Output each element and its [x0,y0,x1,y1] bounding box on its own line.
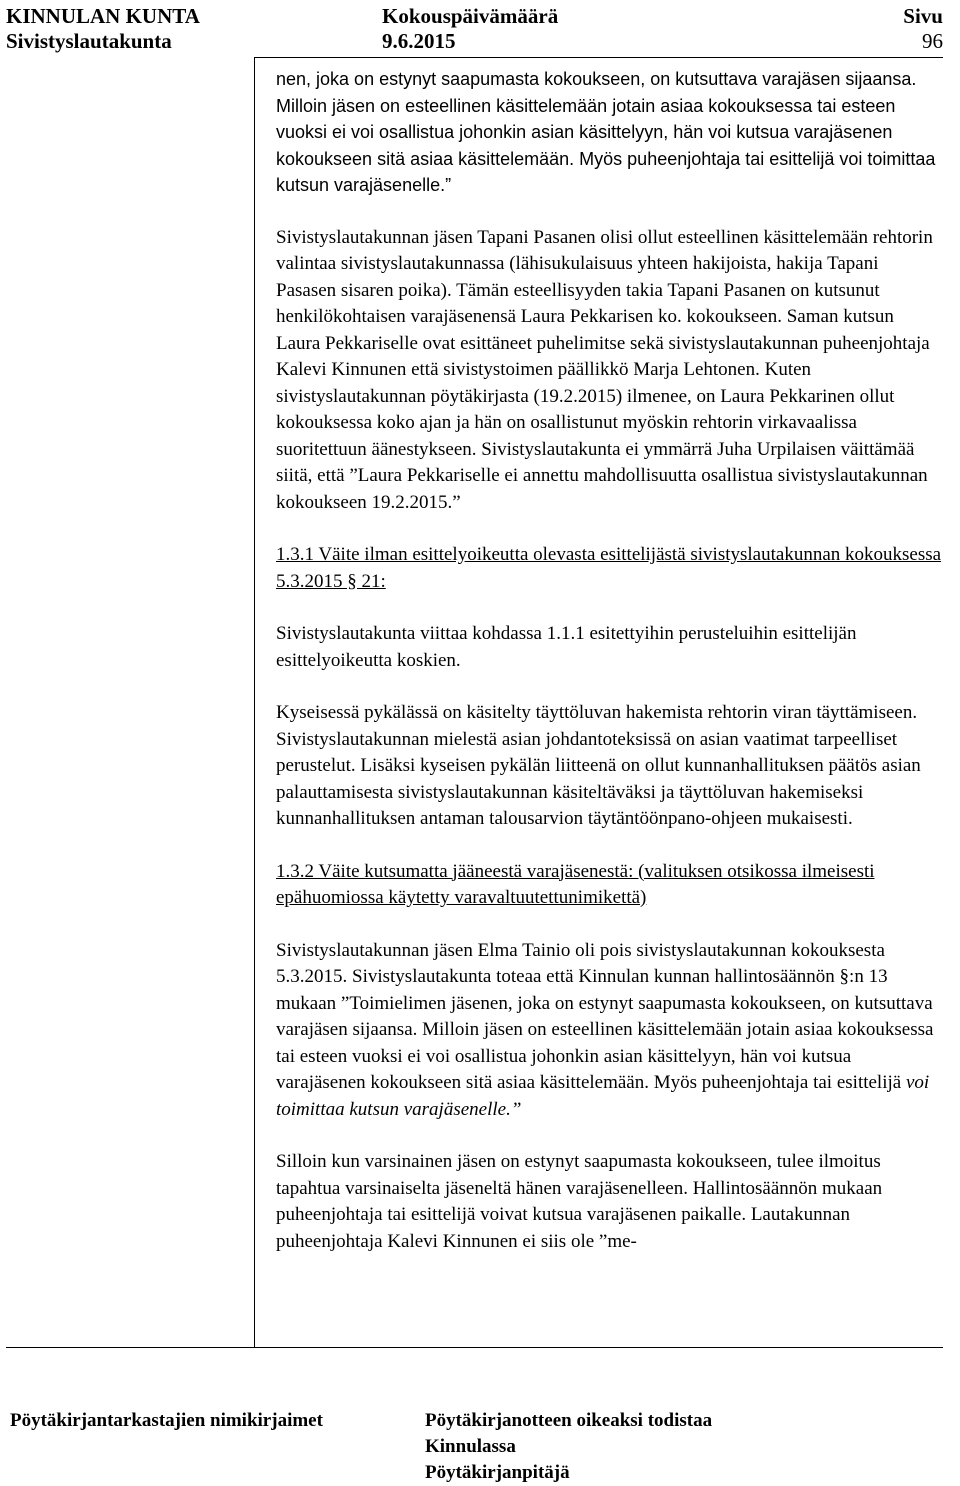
meeting-date-label: Kokouspäivämäärä [382,4,559,28]
footer-certification [425,1408,712,1486]
paragraph-quote-continuation: nen, joka on estynyt saapumasta kokoukseen, on kutsuttava varajäsen sijaansa. Milloin jäsen on esteellinen käsittelemään jotain asiaa kokouksessa tai esteen vuoksi ei voi osallistua johonkin asian käsittelyyn, hän voi kutsua varajäsenen kokoukseen sitä asiaa käsittelemään. Myös puheenjohtaja tai esittelijä voi toimittaa kutsun varajäsenelle.” [276,69,936,195]
footer-signature-label: Pöytäkirjantarkastajien nimikirjaimet [10,1410,323,1431]
paragraph-tainio-italic: voi toimittaa kutsun varajäsenelle.” [276,1072,930,1120]
section-heading-1-3-2: 1.3.2 Väite kutsumatta jääneestä varajäsenestä: (valituksen otsikossa ilmeisesti epähuomiossa käytetty varavaltuutettunimikettä) [276,860,875,908]
section-heading-1-3-1: 1.3.1 Väite ilman esittelyoikeutta olevasta esittelijästä sivistyslautakunnan kokouksessa 5.3.2015 § 21: [276,544,942,592]
paragraph-reference: Sivistyslautakunta viittaa kohdassa 1.1.1 esitettyihin perusteluihin esittelijän esittelyoikeutta koskien. [276,623,857,671]
margin-divider [254,57,255,1347]
header-divider [254,57,943,58]
paragraph-tainio-text: Sivistyslautakunnan jäsen Elma Tainio oli pois sivistyslautakunnan kokouksesta 5.3.2015. Sivistyslautakunta toteaa että Kinnulan kunnan hallintosäännön §:n 13 mukaan ”Toimielimen jäsenen, joka on estynyt saapumasta kokoukseen, on kutsuttava varajäsen sijaansa. Milloin jäsen on esteellinen käsittelemään jotain asiaa kokouksessa tai esteen vuoksi ei voi osallistua johonkin asian käsittelyyn, hän voi kutsua varajäsenen kokoukseen sitä asiaa käsittelemään. Myös puheenjohtaja tai esittelijä [276,939,934,1093]
document-body [276,66,942,1255]
board-name: Sivistyslautakunta [6,29,172,53]
footer-certification-place: Kinnulassa [425,1436,516,1457]
page-number: 96 [922,29,943,53]
footer-certification-role: Pöytäkirjanpitäjä [425,1462,570,1483]
page-label: Sivu [903,4,943,28]
organization-name: KINNULAN KUNTA [6,4,200,28]
meeting-date: 9.6.2015 [382,29,456,53]
paragraph-tainio [276,938,942,1124]
paragraph-tayttolupa: Kyseisessä pykälässä on käsitelty täyttöluvan hakemista rehtorin viran täyttämiseen. Sivistyslautakunnan mielestä asian johdantoteksissä on asian vaatimat tarpeelliset perustelut. Lisäksi kyseisen pykälän liitteenä on ollut kunnanhallituksen päätös asian palauttamisesta sivistyslautakunnan käsiteltäväksi ja täyttöluvan hakemiseksi kunnanhallituksen antaman talousarvion täytäntöönpano-ohjeen mukaisesti. [276,702,921,829]
paragraph-silloin: Silloin kun varsinainen jäsen on estynyt saapumasta kokoukseen, tulee ilmoitus tapahtua varsinaiselta jäseneltä hänen varajäsenelleen. Hallintosäännön mukaan puheenjohtaja tai esittelijä voivat kutsua varajäsenen paikalle. Lautakunnan puheenjohtaja Kalevi Kinnunen ei siis ole ”me- [276,1151,883,1252]
paragraph-pasanen: Sivistyslautakunnan jäsen Tapani Pasanen olisi ollut esteellinen käsittelemään rehtorin valintaa sivistyslautakunnassa (lähisukulaisuus yhteen hakijoista, hakija Tapani Pasasen sisaren poika). Tämän esteellisyyden takia Tapani Pasanen on kutsunut henkilökohtaisen varajäsenensä Laura Pekkarisen ko. kokoukseen. Saman kutsun Laura Pekkariselle ovat esittäneet puhelimitse sekä sivistyslautakunnan puheenjohtaja Kalevi Kinnunen että sivistystoimen päällikkö Marja Lehtonen. Kuten sivistyslautakunnan pöytäkirjasta (19.2.2015) ilmenee, on Laura Pekkarinen ollut kokouksessa koko ajan ja hän on osallistunut myöskin rehtorin virkavaalissa suoritettuun äänestykseen. Sivistyslautakunta ei ymmärrä Juha Urpilaisen väittämää siitä, että ”Laura Pekkariselle ei annettu mahdollisuutta osallistua sivistyslautakunnan kokoukseen 19.2.2015.” [276,226,933,513]
footer-certification-line1: Pöytäkirjanotteen oikeaksi todistaa [425,1410,713,1431]
footer-divider [6,1347,943,1348]
